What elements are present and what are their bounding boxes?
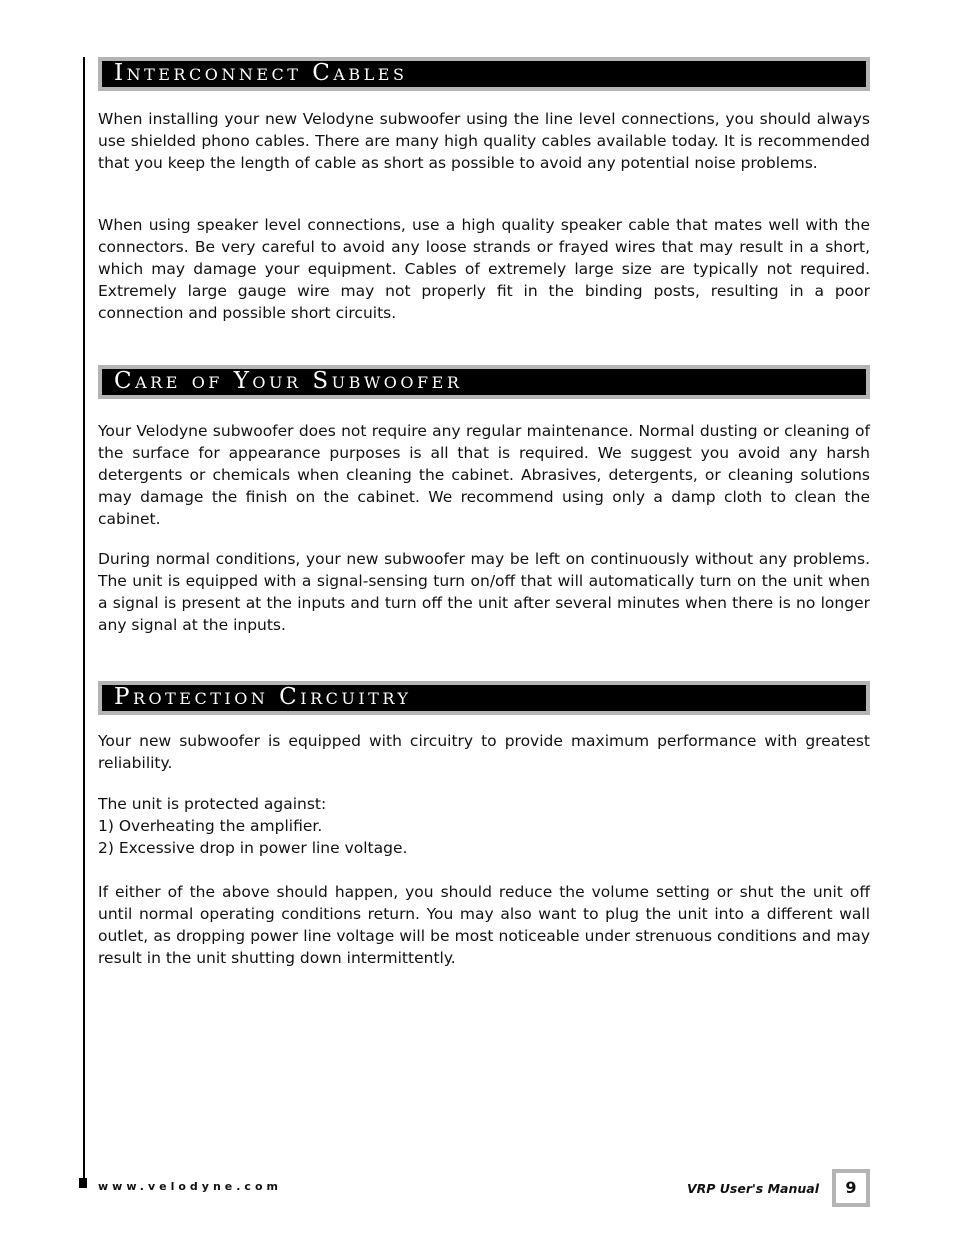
- paragraph-maintenance: Your Velodyne subwoofer does not require any regular maintenance. Normal dusting or cleaning of the surface for appearance purposes is all that is required. We suggest you avoid any harsh detergents or chemicals when cleaning the cabinet. Abrasives, detergents, or cleaning solutions may damage the finish on the cabinet. We recommend using only a damp cloth to clean the cabinet.: [98, 422, 870, 528]
- section-heading: Care of Your Subwoofer: [102, 369, 866, 395]
- page-number: 9: [836, 1173, 866, 1203]
- section-header-interconnect-cables: [98, 57, 870, 91]
- left-margin-rule: [83, 57, 85, 1180]
- page-number-box: [832, 1169, 870, 1207]
- section-header-protection-circuitry: [98, 681, 870, 715]
- paragraph-speaker-level-cables: When using speaker level connections, use a high quality speaker cable that mates well with the connectors. Be very careful to avoid any loose strands or frayed wires that may result in a short, which may damage your equipment. Cables of extremely large size are typically not required. Extremely large gauge wire may not properly fit in the binding posts, resulting in a poor connection and possible short circuits.: [98, 216, 870, 322]
- section-header-care-of-subwoofer: [98, 365, 870, 399]
- protection-list-intro: The unit is protected against:: [98, 795, 327, 813]
- protection-list: [98, 793, 870, 859]
- paragraph-protection-intro: Your new subwoofer is equipped with circuitry to provide maximum performance with greatest reliability.: [98, 732, 870, 772]
- footer-manual-title: VRP User's Manual: [686, 1181, 819, 1196]
- section-heading: Protection Circuitry: [102, 685, 866, 711]
- paragraph-line-level-cables: When installing your new Velodyne subwoofer using the line level connections, you should always use shielded phono cables. There are many high quality cables available today. It is recommended that you keep the length of cable as short as possible to avoid any potential noise problems.: [98, 110, 870, 172]
- paragraph-protection-advice: If either of the above should happen, you should reduce the volume setting or shut the unit off until normal operating conditions return. You may also want to plug the unit into a different wall outlet, as dropping power line voltage will be most noticeable under strenuous conditions and may result in the unit shutting down intermittently.: [98, 883, 870, 967]
- left-margin-marker: [79, 1178, 87, 1188]
- paragraph-normal-conditions: During normal conditions, your new subwoofer may be left on continuously without any problems. The unit is equipped with a signal-sensing turn on/off that will automatically turn on the unit when a signal is present at the inputs and turn off the unit after several minutes when there is no longer any signal at the inputs.: [98, 550, 870, 634]
- footer-website: www.velodyne.com: [98, 1180, 282, 1193]
- list-item: 1) Overheating the amplifier.: [98, 817, 323, 835]
- section-heading: Interconnect Cables: [102, 61, 866, 87]
- list-item: 2) Excessive drop in power line voltage.: [98, 839, 408, 857]
